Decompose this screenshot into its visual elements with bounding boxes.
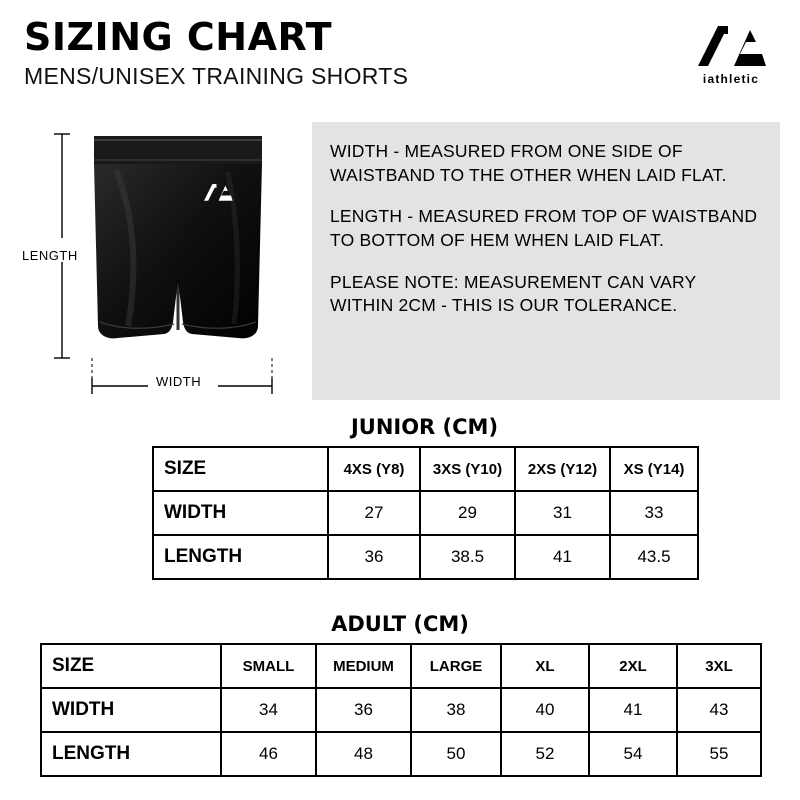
length-dimension-label: LENGTH bbox=[22, 248, 78, 263]
logo-mark-icon bbox=[694, 22, 768, 70]
adult-length-3xl: 55 bbox=[677, 732, 761, 776]
adult-length-label: LENGTH bbox=[41, 732, 221, 776]
junior-length-4xs: 36 bbox=[328, 535, 420, 579]
junior-header-size: SIZE bbox=[153, 447, 328, 491]
width-dimension-label: WIDTH bbox=[156, 374, 202, 389]
shorts-icon bbox=[88, 130, 268, 360]
adult-header-small: SMALL bbox=[221, 644, 316, 688]
junior-width-label: WIDTH bbox=[153, 491, 328, 535]
adult-width-large: 38 bbox=[411, 688, 501, 732]
junior-width-2xs: 31 bbox=[515, 491, 610, 535]
table-row bbox=[153, 535, 698, 579]
table-row bbox=[153, 491, 698, 535]
adult-table-title: ADULT (CM) bbox=[331, 612, 469, 636]
junior-header-xs: XS (Y14) bbox=[610, 447, 698, 491]
table-row bbox=[153, 447, 698, 491]
adult-length-small: 46 bbox=[221, 732, 316, 776]
table-row bbox=[41, 732, 761, 776]
page-header bbox=[24, 15, 776, 98]
product-diagram bbox=[22, 118, 310, 408]
junior-length-2xs: 41 bbox=[515, 535, 610, 579]
junior-header-2xs: 2XS (Y12) bbox=[515, 447, 610, 491]
adult-length-medium: 48 bbox=[316, 732, 411, 776]
info-paragraph-length: LENGTH - MEASURED FROM TOP OF WAISTBAND TO BOTTOM OF HEM WHEN LAID FLAT. bbox=[330, 206, 758, 250]
adult-size-section bbox=[40, 612, 760, 777]
junior-table-title: JUNIOR (CM) bbox=[350, 415, 499, 439]
adult-width-2xl: 41 bbox=[589, 688, 677, 732]
adult-header-large: LARGE bbox=[411, 644, 501, 688]
adult-width-label: WIDTH bbox=[41, 688, 221, 732]
adult-width-3xl: 43 bbox=[677, 688, 761, 732]
junior-length-xs: 43.5 bbox=[610, 535, 698, 579]
brand-logo bbox=[686, 22, 776, 94]
table-row bbox=[41, 644, 761, 688]
junior-length-label: LENGTH bbox=[153, 535, 328, 579]
info-paragraph-tolerance: PLEASE NOTE: MEASUREMENT CAN VARY WITHIN 2CM - THIS IS OUR TOLERANCE. bbox=[330, 271, 697, 316]
junior-width-xs: 33 bbox=[610, 491, 698, 535]
adult-header-xl: XL bbox=[501, 644, 589, 688]
adult-header-medium: MEDIUM bbox=[316, 644, 411, 688]
adult-width-medium: 36 bbox=[316, 688, 411, 732]
measurement-info-panel bbox=[312, 122, 780, 400]
adult-header-2xl: 2XL bbox=[589, 644, 677, 688]
adult-width-xl: 40 bbox=[501, 688, 589, 732]
adult-width-small: 34 bbox=[221, 688, 316, 732]
junior-width-4xs: 27 bbox=[328, 491, 420, 535]
adult-length-xl: 52 bbox=[501, 732, 589, 776]
adult-length-large: 50 bbox=[411, 732, 501, 776]
junior-size-section bbox=[152, 415, 697, 580]
adult-header-3xl: 3XL bbox=[677, 644, 761, 688]
junior-header-3xs: 3XS (Y10) bbox=[420, 447, 515, 491]
page-subtitle: MENS/UNISEX TRAINING SHORTS bbox=[24, 63, 409, 89]
junior-header-4xs: 4XS (Y8) bbox=[328, 447, 420, 491]
page-title: SIZING CHART bbox=[24, 15, 332, 59]
junior-size-table bbox=[152, 446, 699, 580]
adult-size-table bbox=[40, 643, 762, 777]
shorts-illustration bbox=[88, 130, 268, 360]
adult-length-2xl: 54 bbox=[589, 732, 677, 776]
junior-width-3xs: 29 bbox=[420, 491, 515, 535]
logo-wordmark: iathletic bbox=[702, 72, 760, 86]
junior-length-3xs: 38.5 bbox=[420, 535, 515, 579]
info-paragraph-width: WIDTH - MEASURED FROM ONE SIDE OF WAISTBAND TO THE OTHER WHEN LAID FLAT. bbox=[330, 141, 727, 185]
adult-header-size: SIZE bbox=[41, 644, 221, 688]
table-row bbox=[41, 688, 761, 732]
